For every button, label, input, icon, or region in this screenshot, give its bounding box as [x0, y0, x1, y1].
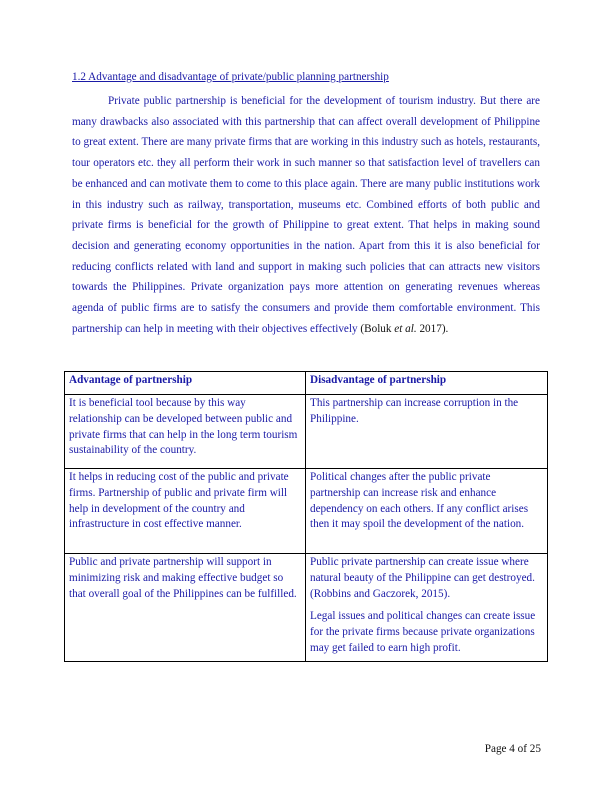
- disadvantage-cell: [306, 469, 548, 554]
- citation-etal: et al.: [394, 322, 417, 335]
- citation-close: 2017).: [416, 322, 449, 335]
- citation: [360, 323, 448, 335]
- table-row: [65, 395, 548, 469]
- header-advantage: Advantage of partnership: [65, 372, 306, 395]
- table-row: [65, 469, 548, 554]
- header-disadvantage: Disadvantage of partnership: [306, 372, 548, 395]
- disadvantage-text: This partnership can increase corruption in the Philippine.: [310, 397, 519, 425]
- citation-open: (Boluk: [360, 322, 395, 335]
- paragraph-text: Private public partnership is beneficial for the development of tourism industry. But there are many drawbacks also associated with this partnership that can affect overall development of Philippine to great extent. There are many private firms that are working in this industry such as hotels, restaurants, tour operators etc. they all perform their work in such manner so that satisfaction level of travellers can be enhanced and can motivate them to come to this place again. There are many public institutions work in this industry such as railway, transportation, museums etc. Combined efforts of both public and private firms is beneficial for the growth of Philippine to great extent. That helps in making sound decision and generating economy opportunities in the nation. Apart from this it is also beneficial for reducing conflicts related with land and support in making such policies that can attracts new visitors towards the Philippines. Private organization pays more attention on generating revenues whereas agenda of public firms are to satisfy the consumers and provide them comfortable environment. This partnership can help in meeting with their objectives effectively: [72, 95, 540, 335]
- page-number: Page 4 of 25: [484, 743, 541, 755]
- disadvantage-cell: [306, 554, 548, 662]
- disadvantage-text: Political changes after the public private partnership can increase risk and enhance dependency on each others. If any conflict arises then it may spoil the development of the nation.: [310, 471, 529, 531]
- advantage-cell: It is beneficial tool because by this way relationship can be developed between public and private firms that can help in the long term tourism sustainability of the country.: [65, 395, 306, 469]
- disadvantage-text: Legal issues and political changes can create issue for the private firms because private organizations may get failed to earn high profit.: [310, 610, 536, 654]
- advantage-cell: Public and private partnership will support in minimizing risk and making effective budget so that overall goal of the Philippines can be fulfilled.: [65, 554, 306, 662]
- section-heading: 1.2 Advantage and disadvantage of private/public planning partnership: [72, 71, 389, 83]
- advantage-cell: It helps in reducing cost of the public and private firms. Partnership of public and private firm will help in development of the country and infrastructure in cost effective manner.: [65, 469, 306, 554]
- disadvantage-text: Public private partnership can create issue where natural beauty of the Philippine can get destroyed. (Robbins and Gaczorek, 2015).: [310, 556, 535, 600]
- body-paragraph: [72, 91, 540, 339]
- table-row: [65, 554, 548, 662]
- table-header-row: [65, 372, 548, 395]
- disadvantage-cell: [306, 395, 548, 469]
- partnership-table: [64, 371, 548, 662]
